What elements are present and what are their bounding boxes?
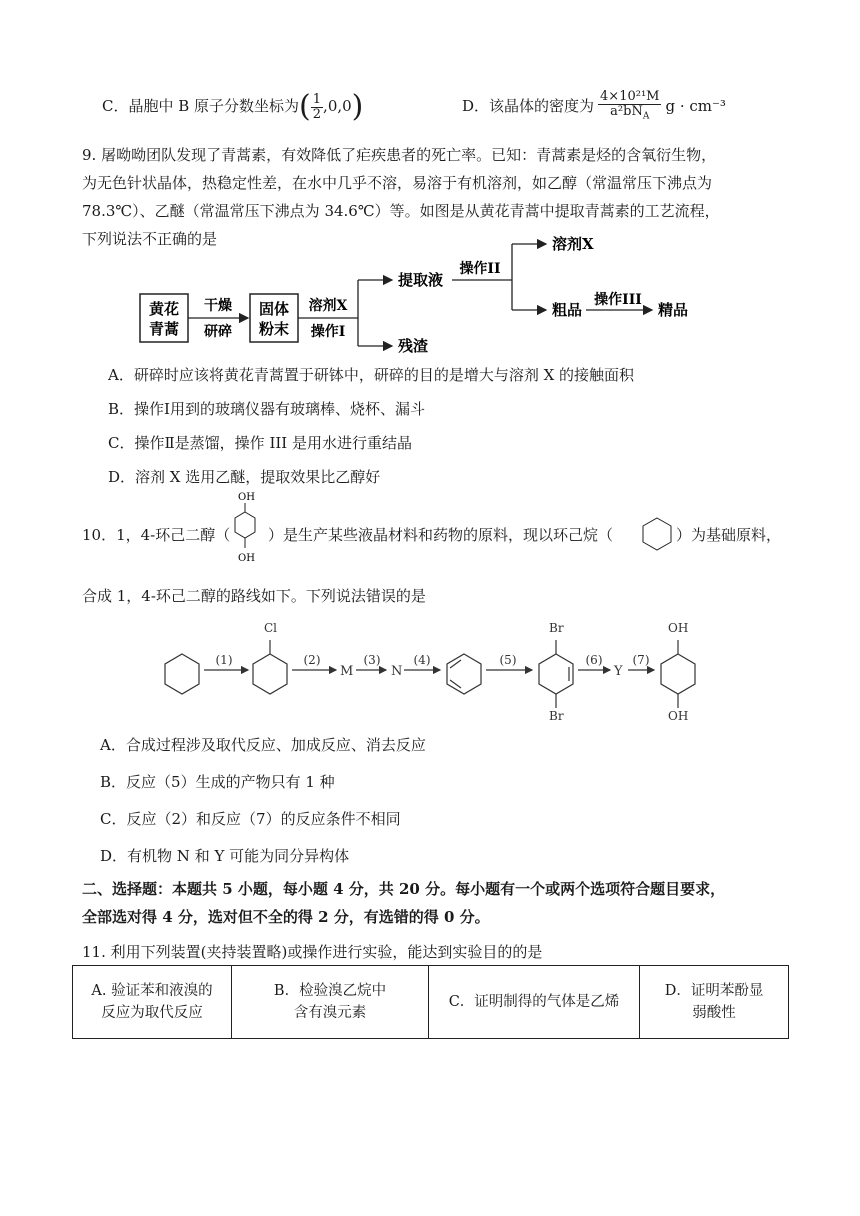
route-dibromocyclohexene: [539, 654, 573, 694]
q8-option-d-fraction: $\frac{\text{4×10²¹M}}{a^2bN_A}$: [600, 89, 660, 122]
flow-solvent-x: 溶剂X: [552, 235, 594, 253]
flow-box-1-line-2: 青蒿: [148, 320, 180, 338]
route-cyclohexane: [165, 654, 199, 694]
route-cl: Cl: [264, 621, 278, 635]
q10-option-b: B．反应（5）生成的产物只有 1 种: [100, 773, 335, 791]
q9-line-1: 9. 屠呦呦团队发现了青蒿素，有效降低了疟疾患者的死亡率。已知：青蒿素是烃的含氧衍生物，: [82, 146, 717, 164]
route-cyclohexadiene: [447, 654, 481, 694]
q11-options-table: [72, 965, 789, 1039]
q10-line-1-b: ）是生产某些液晶材料和药物的原料，现以环己烷（: [268, 526, 614, 544]
route-chlorocyclohexane: [253, 654, 287, 694]
q8-option-d: [462, 90, 726, 124]
route-oh-bottom: OH: [668, 709, 689, 723]
route-cyclohexanediol: [661, 654, 695, 694]
flow-refined: 精品: [658, 301, 689, 319]
route-br-top: Br: [549, 621, 564, 635]
q9-option-c: C．操作Ⅱ是蒸馏，操作 III 是用水进行重结晶: [108, 434, 412, 452]
svg-text:OH: OH: [238, 492, 255, 503]
flow-residue: 残渣: [398, 337, 429, 355]
section-2-line-2: 全部选对得 4 分，选对但不全的得 2 分，有选错的得 0 分。: [82, 908, 490, 926]
flow-box-1-line-1: 黄花: [148, 300, 180, 318]
route-step-1: (1): [215, 653, 233, 667]
q9-line-2: 为无色针状晶体，热稳定性差，在水中几乎不溶，易溶于有机溶剂，如乙醇（常温常压下沸点为: [82, 174, 713, 192]
q8-option-d-text: D．该晶体的密度为: [462, 96, 595, 115]
q9-option-b: B．操作Ⅰ用到的玻璃仪器有玻璃棒、烧杯、漏斗: [108, 400, 425, 418]
q9-flowchart: [130, 228, 710, 358]
route-step-3: (3): [363, 653, 381, 667]
q10-line-1-c: ）为基础原料，: [676, 526, 782, 544]
route-step-6: (6): [585, 653, 603, 667]
cyclohexanediol-inline-structure: [228, 488, 266, 568]
q9-option-d: D．溶剂 X 选用乙醚，提取效果比乙醇好: [108, 468, 381, 486]
flow-op3: 操作III: [594, 292, 642, 308]
q10-option-d: D．有机物 N 和 Y 可能为同分异构体: [100, 847, 350, 865]
q11-stem: 11. 利用下列装置(夹持装置略)或操作进行实验，能达到实验目的的是: [82, 943, 543, 961]
q9-line-3: 78.3℃）、乙醚（常温常压下沸点为 34.6℃）等。如图是从黄花青蒿中提取青蒿素的工艺流程，: [82, 202, 720, 220]
route-step-5: (5): [499, 653, 517, 667]
q8-option-c: C．晶胞中 B 原子分数坐标为( $\frac{1}{2}$ ,0,0): [102, 89, 364, 124]
flow-crude: 粗品: [552, 301, 583, 319]
flow-op2: 操作II: [459, 261, 501, 277]
q11-cell-c: C．证明制得的气体是乙烯: [429, 966, 640, 1039]
q10-option-a: A．合成过程涉及取代反应、加成反应、消去反应: [100, 736, 426, 754]
q8-option-c-text: C．晶胞中 B 原子分数坐标为: [102, 97, 300, 115]
q8-option-d-unit: g · cm⁻³: [665, 96, 726, 115]
q9-option-a: A．研碎时应该将黄花青蒿置于研钵中，研碎的目的是增大与溶剂 X 的接触面积: [108, 366, 635, 384]
q8-option-c-fraction: $\frac{1}{2}$: [312, 91, 322, 122]
q10-line-2: 合成 1，4-环己二醇的路线如下。下列说法错误的是: [82, 587, 426, 605]
svg-text:OH: OH: [238, 553, 255, 564]
route-y: Y: [614, 664, 623, 679]
flow-arrow-1-top: 干燥: [204, 298, 232, 314]
route-m: M: [340, 664, 354, 679]
flow-extract: 提取液: [398, 271, 444, 289]
q10-option-c: C．反应（2）和反应（7）的反应条件不相同: [100, 810, 401, 828]
q10-reaction-route: [160, 612, 720, 724]
route-step-7: (7): [632, 653, 650, 667]
q11-cell-a: A. 验证苯和液溴的 反应为取代反应: [73, 966, 232, 1039]
q11-cell-b: B．检验溴乙烷中 含有溴元素: [232, 966, 429, 1039]
q9-line-4: 下列说法不正确的是: [82, 230, 218, 248]
q10-line-1-a: 10．1，4-环己二醇（: [82, 526, 231, 544]
flow-arrow-2-top: 溶剂X: [308, 298, 348, 314]
q11-cell-d: D．证明苯酚显 弱酸性: [640, 966, 789, 1039]
flow-box-2-line-1: 固体: [258, 300, 290, 318]
route-br-bottom: Br: [549, 709, 564, 723]
section-2-line-1: 二、选择题：本题共 5 小题，每小题 4 分，共 20 分。每小题有一个或两个选项符合题目要求，: [82, 880, 726, 898]
route-step-2: (2): [303, 653, 321, 667]
route-oh-top: OH: [668, 621, 689, 635]
flow-box-2-line-2: 粉末: [258, 320, 290, 338]
route-n: N: [391, 664, 403, 679]
flow-arrow-2-bottom: 操作I: [310, 324, 346, 340]
cyclohexane-inline-structure: [640, 516, 674, 552]
route-step-4: (4): [413, 653, 431, 667]
flow-arrow-1-bottom: 研碎: [204, 324, 232, 340]
